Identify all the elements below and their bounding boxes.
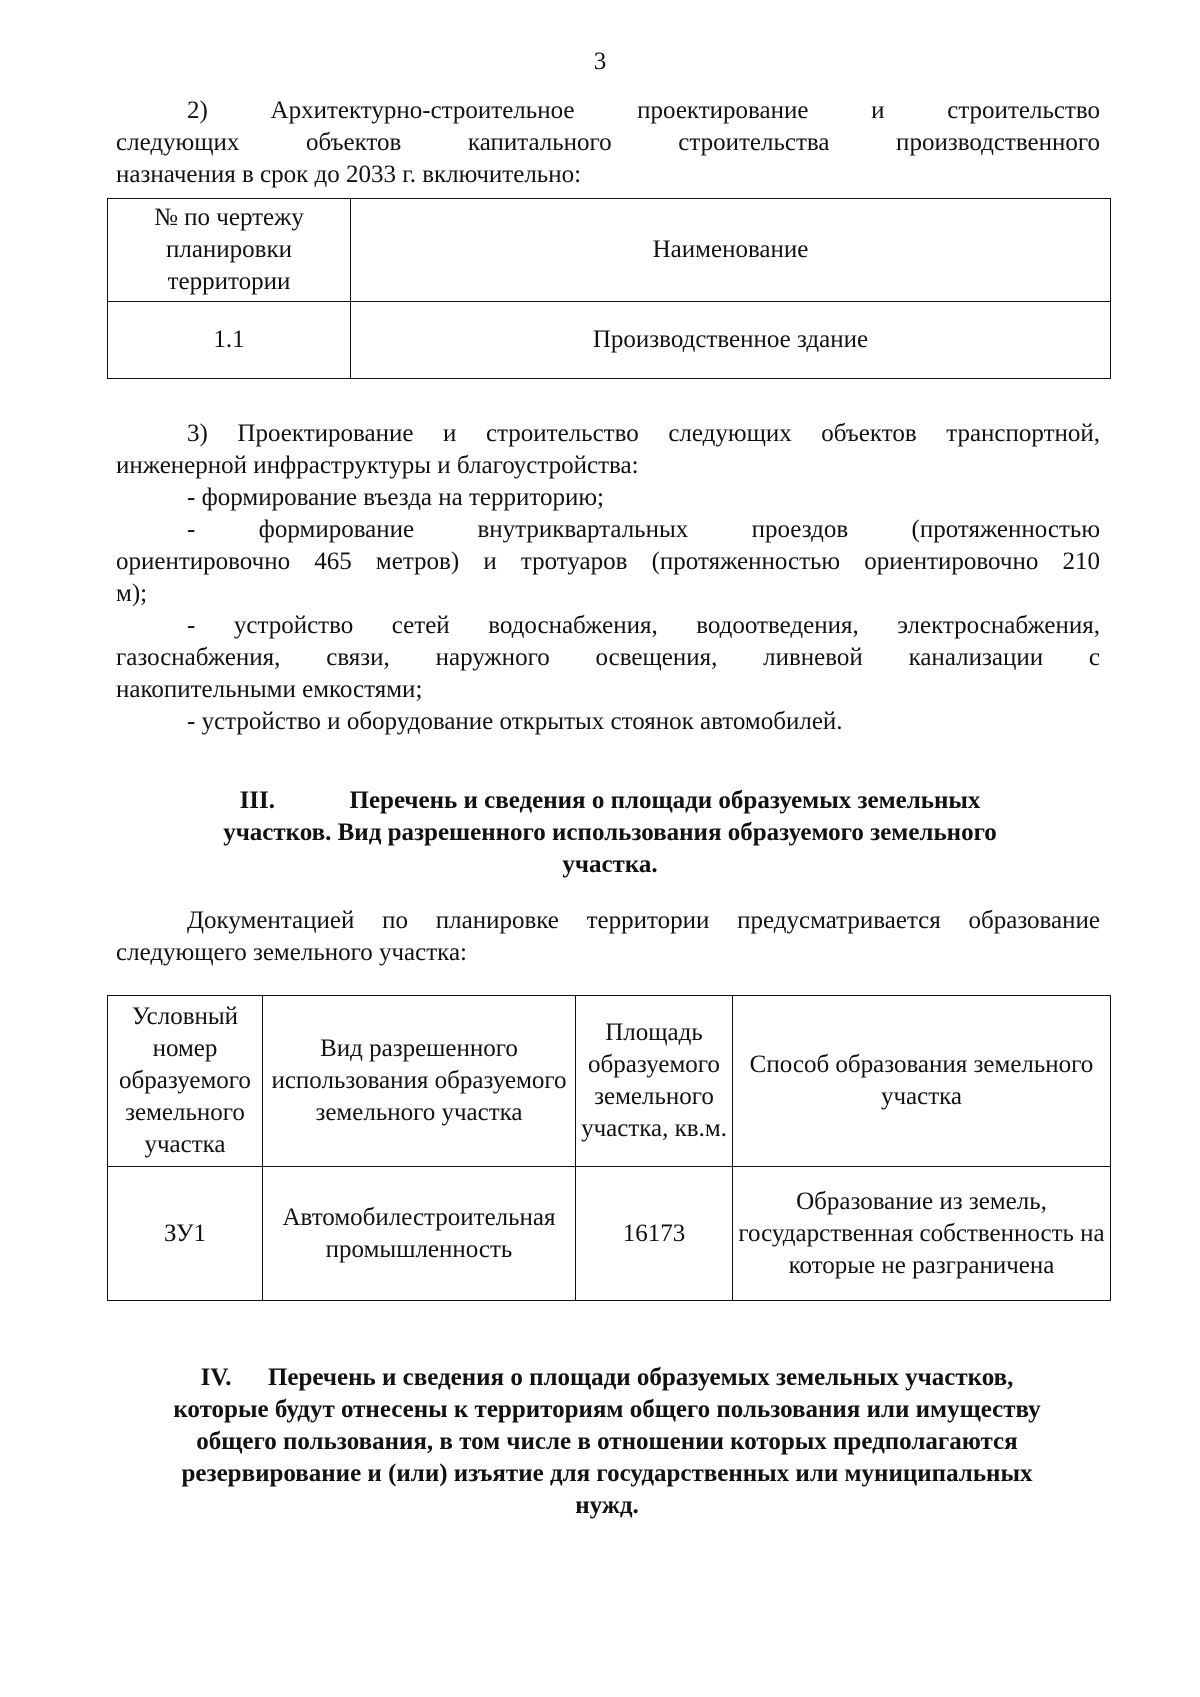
section-4-title-line-1: Перечень и сведения о площади образуемых земельных участков, bbox=[267, 1364, 1014, 1391]
item-3-bullet-2-line-2: ориентировочно 465 метров) и тротуаров (протяженностью ориентировочно 210 bbox=[116, 548, 1100, 575]
item-2-line-3: назначения в срок до 2033 г. включительно: bbox=[116, 161, 582, 188]
section-4-title-line-4: резервирование и (или) изъятие для государственных или муниципальных bbox=[181, 1460, 1033, 1487]
land-plots-cell-area: 16173 bbox=[576, 1167, 733, 1301]
page-number: 3 bbox=[593, 48, 607, 75]
item-3-bullet-2-line-1: - формирование внутриквартальных проездов (протяженностью bbox=[187, 516, 1100, 543]
item-3-intro-line-2: инженерной инфраструктуры и благоустройства: bbox=[116, 452, 639, 479]
section-3-title-line-3: участка. bbox=[562, 851, 658, 878]
section-3-intro-line-2: следующего земельного участка: bbox=[116, 939, 467, 966]
land-plots-cell-number: ЗУ1 bbox=[108, 1167, 263, 1301]
land-plots-table bbox=[107, 995, 1111, 1301]
section-3-heading-line-1 bbox=[150, 785, 1070, 817]
section-3-number: III. bbox=[239, 787, 275, 814]
land-plots-cell-use: Автомобилестроительная промышленность bbox=[263, 1167, 576, 1301]
item-3-bullet-3-line-2: газоснабжения, связи, наружного освещения, ливневой канализации с bbox=[116, 644, 1100, 671]
objects-table-cell-number: 1.1 bbox=[108, 302, 351, 379]
item-2-line-1: 2) Архитектурно-строительное проектирование и строительство bbox=[187, 97, 1100, 124]
objects-table bbox=[107, 198, 1111, 379]
section-4-title-line-3: общего пользования, в том числе в отношении которых предполагаются bbox=[196, 1428, 1018, 1455]
land-plots-header-number: Условный номер образуемого земельного участка bbox=[108, 996, 263, 1167]
section-4-title-line-2: которые будут отнесены к территориям общего пользования или имуществу bbox=[173, 1396, 1041, 1423]
land-plots-table-header-row bbox=[108, 996, 1111, 1167]
section-4-number: IV. bbox=[200, 1364, 232, 1391]
objects-table-header-number: № по чертежу планировки территории bbox=[108, 199, 351, 302]
section-3-intro bbox=[116, 905, 1100, 969]
table-row bbox=[108, 302, 1111, 379]
land-plots-header-area: Площадь образуемого земельного участка, кв.м. bbox=[576, 996, 733, 1167]
item-3-bullet-4: - устройство и оборудование открытых стоянок автомобилей. bbox=[187, 708, 843, 735]
section-4-heading-line-1 bbox=[110, 1362, 1104, 1394]
section-3-title-line-1: Перечень и сведения о площади образуемых земельных bbox=[349, 787, 981, 814]
section-4-title-line-5: нужд. bbox=[575, 1492, 639, 1519]
land-plots-cell-method: Образование из земель, государственная собственность на которые не разграничена bbox=[733, 1167, 1111, 1301]
item-2-paragraph bbox=[116, 95, 1100, 191]
item-3-bullet-3-line-1: - устройство сетей водоснабжения, водоотведения, электроснабжения, bbox=[187, 612, 1100, 639]
land-plots-header-method: Способ образования земельного участка bbox=[733, 996, 1111, 1167]
item-3-bullet-2-line-3: м); bbox=[116, 580, 148, 607]
table-row bbox=[108, 1167, 1111, 1301]
section-3-title-line-2: участков. Вид разрешенного использования образуемого земельного bbox=[223, 819, 997, 846]
section-3-intro-line-1: Документацией по планировке территории предусматривается образование bbox=[187, 907, 1100, 934]
section-4-heading bbox=[110, 1362, 1104, 1522]
item-3-paragraph bbox=[116, 418, 1100, 738]
objects-table-header-row bbox=[108, 199, 1111, 302]
land-plots-header-use: Вид разрешенного использования образуемого земельного участка bbox=[263, 996, 576, 1167]
item-3-intro-line-1: 3) Проектирование и строительство следующих объектов транспортной, bbox=[187, 420, 1100, 447]
item-3-bullet-1: - формирование въезда на территорию; bbox=[187, 484, 604, 511]
objects-table-header-name: Наименование bbox=[351, 199, 1111, 302]
item-3-bullet-3-line-3: накопительными емкостями; bbox=[116, 676, 423, 703]
section-3-heading bbox=[150, 785, 1070, 881]
item-2-line-2: следующих объектов капитального строительства производственного bbox=[116, 129, 1100, 156]
objects-table-cell-name: Производственное здание bbox=[351, 302, 1111, 379]
